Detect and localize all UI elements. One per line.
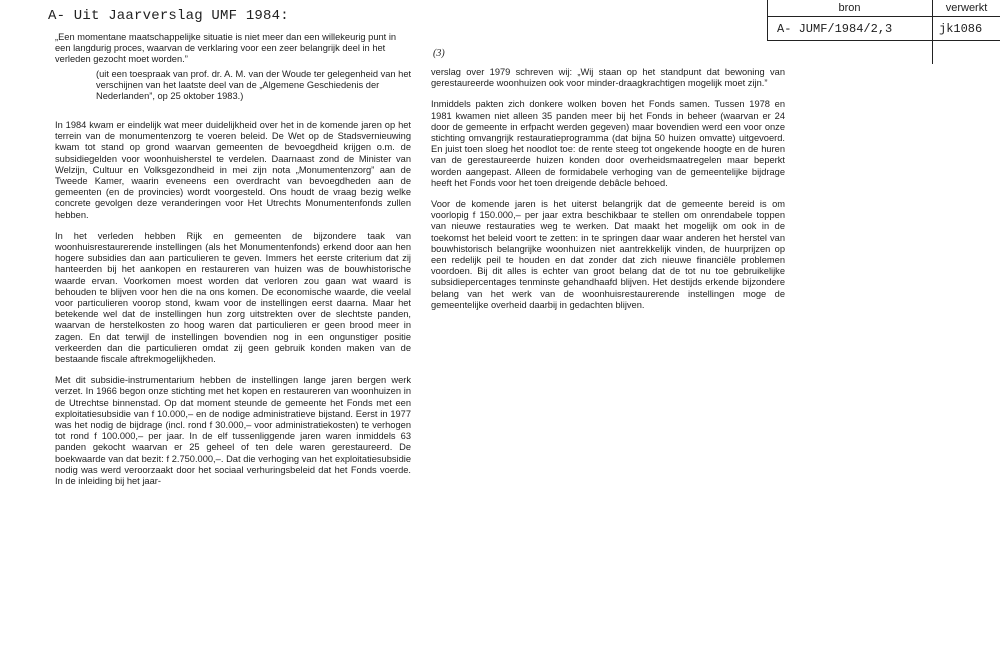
archive-stamp-table bbox=[767, 0, 1000, 64]
stamp-header-verwerkt: verwerkt bbox=[945, 2, 988, 14]
document-heading: A- Uit Jaarverslag UMF 1984: bbox=[48, 8, 289, 24]
stamp-value-verwerkt: jk1086 bbox=[939, 22, 983, 36]
stamp-header-bron: bron bbox=[838, 2, 861, 14]
page-number: (3) bbox=[433, 48, 445, 59]
right-column bbox=[431, 67, 785, 321]
epigraph-quote: „Een momentane maatschappelijke situatie is niet meer dan een willekeurig punt in een langdurig proces, waarvan de verklaring voor een zeer belangrijk deel in het verleden gezocht moet worden.” bbox=[55, 32, 397, 65]
paragraph: verslag over 1979 schreven wij: „Wij staan op het standpunt dat bewoning van gerestaureerde woonhuizen ook voor minder-draagkrachtigen mogelijk moet zijn.” bbox=[431, 67, 785, 89]
epigraph-attribution: (uit een toespraak van prof. dr. A. M. van der Woude ter gelegenheid van het verschijnen van het laatste deel van de „Algemene Geschiedenis der Nederlanden”, op 25 oktober 1983.) bbox=[96, 69, 412, 102]
paragraph: Met dit subsidie-instrumentarium hebben de instellingen lange jaren bergen werk verzet. In 1966 begon onze stichting met het kopen en restaureren van woonhuizen in de Utrechtse binnenstad. Op dat moment steunde de gemeente het Fonds met een exploitatiesubsidie van f 10.000,– en de nodige administratieve bijstand. Eerst in 1977 was het nodig de bijdrage (incl. rond f 30.000,– voor administratiekosten) te verhogen tot rond f 100.000,– per jaar. In de elf tussenliggende jaren waren inmiddels 63 panden gekocht waarvan er 25 geheel of ten dele waren gerestaureerd. De boekwaarde van dat bezit: f 2.750.000,–. Dat die verhoging van het exploitatiesubsidie nodig was werd veroorzaakt door het sociaal verhuringsbeleid dat het Fonds voerde. In de inleiding bij het jaar- bbox=[55, 375, 411, 487]
paragraph: In het verleden hebben Rijk en gemeenten de bijzondere taak van woonhuisrestaurerende instellingen (als het Monumentenfonds) erkend door aan hen hogere subsidies dan aan particulieren te geven. Immers het eerste criterium dat zij hanteerden bij het aankopen en restaureren van huizen was de bouwhistorische waarde ervan. Voorkomen moest worden dat verloren zou gaan wat waard is behouden te blijven voor hen die na ons komen. De economische waarde, die veelal voor particulieren voorop stond, kwam voor de instellingen eerst daarna. Maar het betekende wel dat de instellingen hun zorg uitstrekten over de slechtste panden, waarvan de herstelkosten zo hoog waren dat particulieren er geen brood meer in zagen. En dat terwijl de instellingen bovendien nog in een ongunstiger positie verkeerden dan die particulieren omdat zij geen gebruik konden maken van de bestaande fiscale aftrekmogelijkheden. bbox=[55, 230, 411, 365]
paragraph: Voor de komende jaren is het uiterst belangrijk dat de gemeente bereid is om voorlopig f 150.000,– per jaar extra beschikbaar te stellen om onrendabele toppen van nieuwe restauraties weg te werken. Dat maakt het mogelijk om ook in de toekomst het beleid voort te zetten: in te springen daar waar anderen het herstel van bouwhistorisch belangrijke woonhuizen niet aantrekkelijk vinden, de huurprijzen op een redelijk peil te houden en dat zonder dat zich nieuwe financiële problemen voordoen. Bij dit alles is echter van groot belang dat de tot nu toe gebruikelijke subsidiepercentages tenminste gehandhaafd blijven. Het destijds erkende bijzondere belang van het werk van de woonhuisrestaurerende instellingen moge de gemeentelijke overheid daarbij in gedachten blijven. bbox=[431, 199, 785, 310]
stamp-value-bron: A- JUMF/1984/2,3 bbox=[777, 22, 893, 36]
paragraph: In 1984 kwam er eindelijk wat meer duidelijkheid over het in de komende jaren op het terrein van de monumentenzorg te voeren beleid. De Wet op de Stadsvernieuwing kwam tot stand op grond waarvan gemeenten de bevoegdheid krijgen o.m. de subsidiegelden voor woonhuisherstel te verdelen. Daarnaast zond de Minister van Welzijn, Cultuur en Volksgezondheid in mei zijn nota „Monumentenzorg” aan de Tweede Kamer, waarin eveneens een overdracht van bevoegdheden aan de gemeenten (en de provincies) wordt voorgesteld. Ons houdt de vraag bezig welke concrete gevolgen deze veranderingen voor Het Utrechts Monumentenfonds zullen hebben. bbox=[55, 120, 411, 220]
paragraph: Inmiddels pakten zich donkere wolken boven het Fonds samen. Tussen 1978 en 1981 kwamen niet alleen 35 panden meer bij het Fonds in beheer (waarvan er 24 door de gemeente in erfpacht werden gegeven) maar bovendien werd een voor onze stichting omvangrijk restauratieprogramma (dat bijna 50 huizen omvatte) uitgevoerd. En juist toen sloeg het noodlot toe: de rente steeg tot ongekende hoogte en de huren van de gerestaureerde huizen konden door overheidsmaatregelen maar beperkt worden aangepast. Alleen de formidabele verhoging van de gemeentelijke bijdrage heeft het Fonds voor het toen dreigende debâcle behoed. bbox=[431, 99, 785, 188]
left-column bbox=[55, 120, 411, 497]
